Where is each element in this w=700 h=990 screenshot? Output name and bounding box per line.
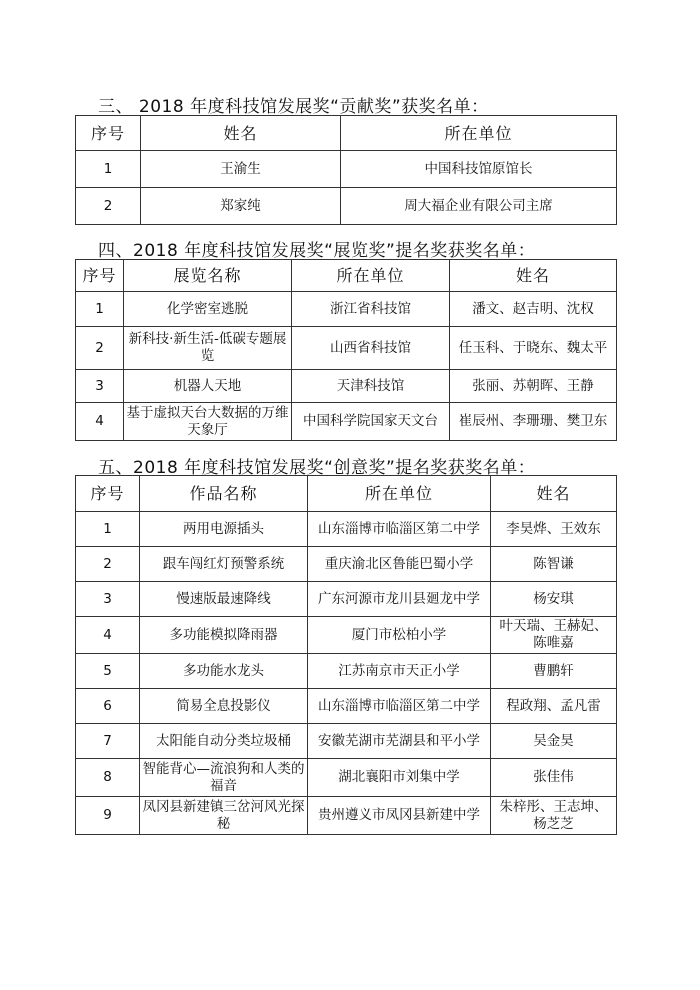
row-name: 王渝生 [141, 151, 341, 188]
row-unit: 浙江省科技馆 [292, 292, 450, 327]
table-row [76, 759, 617, 797]
row-names: 张佳伟 [491, 759, 617, 797]
row-unit: 广东河源市龙川县廻龙中学 [308, 582, 491, 617]
row-work: 多功能水龙头 [140, 654, 308, 689]
row-exhibit: 化学密室逃脱 [124, 292, 292, 327]
row-work: 简易全息投影仪 [140, 689, 308, 724]
row-unit: 天津科技馆 [292, 370, 450, 403]
row-work: 智能背心—流浪狗和人类的福音 [140, 759, 308, 797]
table-row [76, 547, 617, 582]
row-work: 凤冈县新建镇三岔河风光探秘 [140, 797, 308, 835]
section3-title: 三、 2018 年度科技馆发展奖“贡献奖”获奖名单： [98, 97, 489, 117]
row-names: 杨安琪 [491, 582, 617, 617]
table-row [76, 292, 617, 327]
table-row [76, 654, 617, 689]
row-seq: 1 [76, 292, 124, 327]
row-names: 吴金昊 [491, 724, 617, 759]
header-seq: 序号 [76, 116, 141, 151]
table-row [76, 370, 617, 403]
row-names: 潘文、赵吉明、沈权 [450, 292, 617, 327]
row-exhibit: 机器人天地 [124, 370, 292, 403]
table-row [76, 188, 617, 225]
table-row [76, 582, 617, 617]
row-seq: 2 [76, 188, 141, 225]
row-seq: 3 [76, 370, 124, 403]
row-names: 崔辰州、李珊珊、樊卫东 [450, 403, 617, 441]
row-seq: 8 [76, 759, 140, 797]
row-unit: 安徽芜湖市芜湖县和平小学 [308, 724, 491, 759]
row-names: 叶天瑞、王赫妃、陈唯嘉 [491, 617, 617, 654]
row-seq: 5 [76, 654, 140, 689]
header-work: 作品名称 [140, 476, 308, 512]
table-row [76, 327, 617, 370]
section4-table [75, 259, 617, 441]
row-seq: 3 [76, 582, 140, 617]
row-work: 跟车闯红灯预警系统 [140, 547, 308, 582]
row-seq: 6 [76, 689, 140, 724]
table-row [76, 797, 617, 835]
row-names: 朱梓彤、王志坤、杨芝芝 [491, 797, 617, 835]
header-name: 姓名 [450, 260, 617, 292]
header-exhibit: 展览名称 [124, 260, 292, 292]
row-work: 慢速版最速降线 [140, 582, 308, 617]
row-seq: 7 [76, 724, 140, 759]
row-name: 郑家纯 [141, 188, 341, 225]
header-name: 姓名 [491, 476, 617, 512]
row-unit: 山东淄博市临淄区第二中学 [308, 689, 491, 724]
header-seq: 序号 [76, 476, 140, 512]
header-unit: 所在单位 [292, 260, 450, 292]
row-names: 李昊烨、王效东 [491, 512, 617, 547]
row-names: 陈智谦 [491, 547, 617, 582]
row-seq: 1 [76, 151, 141, 188]
row-exhibit: 基于虚拟天台大数据的万维天象厅 [124, 403, 292, 441]
row-unit: 湖北襄阳市刘集中学 [308, 759, 491, 797]
section4-header-row [76, 260, 617, 292]
row-seq: 4 [76, 617, 140, 654]
row-unit: 山西省科技馆 [292, 327, 450, 370]
row-unit: 中国科学院国家天文台 [292, 403, 450, 441]
row-unit: 重庆渝北区鲁能巴蜀小学 [308, 547, 491, 582]
header-seq: 序号 [76, 260, 124, 292]
table-row [76, 403, 617, 441]
row-work: 多功能模拟降雨器 [140, 617, 308, 654]
row-names: 程政翔、孟凡雷 [491, 689, 617, 724]
table-row [76, 151, 617, 188]
header-name: 姓名 [141, 116, 341, 151]
table-row [76, 724, 617, 759]
row-unit: 山东淄博市临淄区第二中学 [308, 512, 491, 547]
row-names: 张丽、苏朝晖、王静 [450, 370, 617, 403]
row-names: 任玉科、于晓东、魏太平 [450, 327, 617, 370]
row-seq: 2 [76, 327, 124, 370]
section3-table [75, 115, 617, 225]
row-seq: 4 [76, 403, 124, 441]
section5-header-row [76, 476, 617, 512]
section4-title: 四、2018 年度科技馆发展奖“展览奖”提名奖获奖名单： [98, 241, 536, 261]
table-row [76, 617, 617, 654]
row-names: 曹鹏轩 [491, 654, 617, 689]
row-unit: 周大福企业有限公司主席 [341, 188, 617, 225]
row-exhibit: 新科技·新生活-低碳专题展览 [124, 327, 292, 370]
header-unit: 所在单位 [308, 476, 491, 512]
row-work: 太阳能自动分类垃圾桶 [140, 724, 308, 759]
table-row [76, 689, 617, 724]
section5-table [75, 475, 617, 835]
header-unit: 所在单位 [341, 116, 617, 151]
row-work: 两用电源插头 [140, 512, 308, 547]
row-seq: 9 [76, 797, 140, 835]
section5-title: 五、2018 年度科技馆发展奖“创意奖”提名奖获奖名单： [98, 458, 536, 478]
row-unit: 中国科技馆原馆长 [341, 151, 617, 188]
row-unit: 贵州遵义市凤冈县新建中学 [308, 797, 491, 835]
table-row [76, 512, 617, 547]
row-unit: 江苏南京市天正小学 [308, 654, 491, 689]
row-seq: 2 [76, 547, 140, 582]
section3-header-row [76, 116, 617, 151]
row-seq: 1 [76, 512, 140, 547]
row-unit: 厦门市松柏小学 [308, 617, 491, 654]
